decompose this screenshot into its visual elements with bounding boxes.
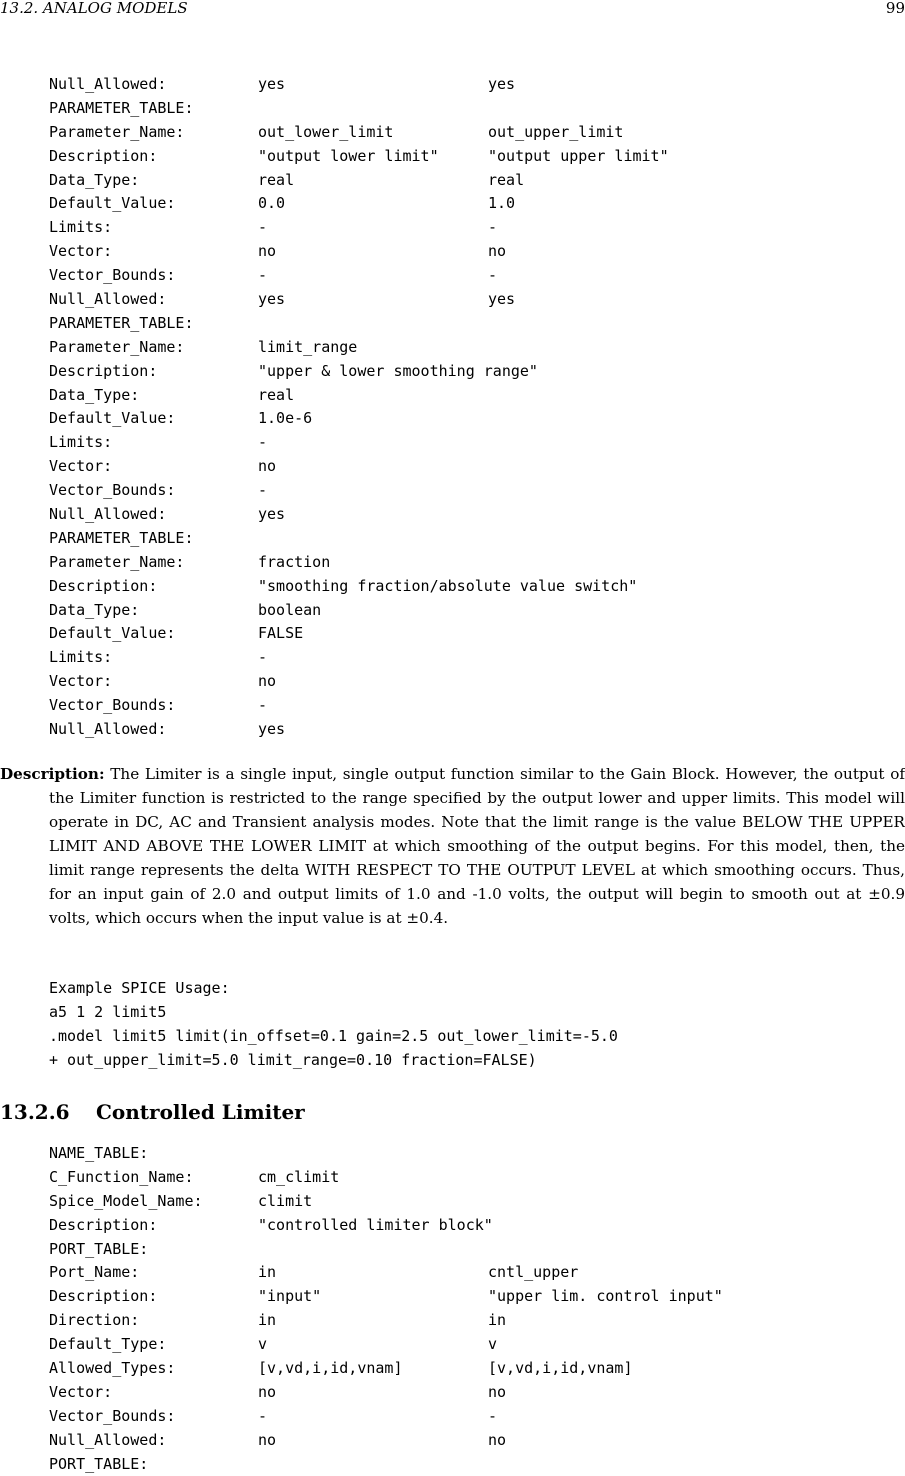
field-label: Vector_Bounds:	[49, 696, 176, 715]
field-label: Direction:	[49, 1311, 140, 1330]
field-value: 0.0	[258, 194, 286, 213]
field-label: Vector_Bounds:	[49, 266, 176, 285]
field-value: no	[488, 1430, 507, 1449]
field-label: Vector:	[49, 457, 113, 476]
field-label: Description:	[49, 576, 158, 595]
field-value: "controlled limiter block"	[258, 1215, 493, 1234]
field-label: Spice_Model_Name:	[49, 1191, 203, 1210]
field-label: Limits:	[49, 648, 113, 667]
field-label: Null_Allowed:	[49, 75, 167, 93]
field-value: 1.0	[488, 194, 516, 213]
field-value: yes	[258, 720, 286, 739]
field-label: Default_Value:	[49, 194, 176, 213]
field-value: boolean	[258, 600, 322, 619]
field-value: "input"	[258, 1287, 322, 1306]
example-line: .model limit5 limit(in_offset=0.1 gain=2.5 out_lower_limit=-5.0	[49, 1026, 618, 1045]
field-label: PORT_TABLE:	[49, 1454, 149, 1473]
field-value: "smoothing fraction/absolute value switch"	[258, 576, 638, 595]
field-value: "upper & lower smoothing range"	[258, 361, 538, 380]
field-value: yes	[488, 75, 516, 93]
field-label: Data_Type:	[49, 385, 140, 404]
field-value: no	[258, 672, 277, 691]
field-label: Data_Type:	[49, 170, 140, 189]
field-label: Parameter_Name:	[49, 337, 185, 356]
field-label: PORT_TABLE:	[49, 1239, 149, 1258]
description-section	[0, 762, 905, 930]
field-value: no	[488, 1382, 507, 1401]
field-value: climit	[258, 1191, 313, 1210]
field-value: v	[488, 1335, 498, 1354]
field-label: Limits:	[49, 218, 113, 237]
field-value: -	[258, 266, 268, 285]
field-label: Parameter_Name:	[49, 552, 185, 571]
field-value: -	[258, 696, 268, 715]
field-value: -	[258, 1406, 268, 1425]
example-line: + out_upper_limit=5.0 limit_range=0.10 fraction=FALSE)	[49, 1050, 537, 1069]
field-value: in	[488, 1311, 507, 1330]
field-value: FALSE	[258, 624, 304, 643]
field-label: Vector:	[49, 672, 113, 691]
field-label: Port_Name:	[49, 1263, 140, 1282]
field-label: Limits:	[49, 433, 113, 452]
field-value: -	[258, 218, 268, 237]
field-value: [v,vd,i,id,vnam]	[488, 1359, 633, 1378]
example-line: Example SPICE Usage:	[49, 979, 230, 997]
field-value: cntl_upper	[488, 1263, 579, 1282]
field-value: yes	[258, 75, 286, 93]
field-value: v	[258, 1335, 268, 1354]
running-head	[0, 0, 905, 20]
field-label: Vector_Bounds:	[49, 481, 176, 500]
field-label: Vector:	[49, 242, 113, 261]
field-value: -	[258, 648, 268, 667]
field-value: yes	[258, 290, 286, 309]
field-label: NAME_TABLE:	[49, 1144, 149, 1162]
field-label: Allowed_Types:	[49, 1359, 176, 1378]
field-value: "upper lim. control input"	[488, 1287, 723, 1306]
field-value: "output lower limit"	[258, 146, 439, 165]
field-value: "output upper limit"	[488, 146, 669, 165]
section-title: Controlled Limiter	[96, 1100, 305, 1124]
description-lead: Description:	[0, 765, 105, 783]
field-label: PARAMETER_TABLE:	[49, 98, 194, 117]
field-value: fraction	[258, 552, 331, 571]
field-value: in	[258, 1311, 277, 1330]
field-value: out_lower_limit	[258, 122, 394, 141]
running-head-section: 13.2. ANALOG MODELS	[0, 0, 188, 17]
field-value: real	[488, 170, 525, 189]
field-label: Null_Allowed:	[49, 290, 167, 309]
field-label: Description:	[49, 361, 158, 380]
field-label: PARAMETER_TABLE:	[49, 313, 194, 332]
field-label: Vector_Bounds:	[49, 1406, 176, 1425]
field-value: real	[258, 385, 295, 404]
field-value: no	[258, 1430, 277, 1449]
page-number: 99	[885, 0, 905, 17]
field-label: Description:	[49, 146, 158, 165]
field-label: PARAMETER_TABLE:	[49, 528, 194, 547]
field-value: yes	[258, 505, 286, 524]
field-value: cm_climit	[258, 1167, 340, 1186]
field-value: limit_range	[258, 337, 358, 356]
field-value: -	[258, 433, 268, 452]
field-value: in	[258, 1263, 277, 1282]
field-label: Null_Allowed:	[49, 505, 167, 524]
field-label: C_Function_Name:	[49, 1167, 194, 1186]
field-value: no	[488, 242, 507, 261]
field-label: Data_Type:	[49, 600, 140, 619]
field-value: no	[258, 242, 277, 261]
field-label: Default_Value:	[49, 409, 176, 428]
field-value: no	[258, 1382, 277, 1401]
field-value: yes	[488, 290, 516, 309]
field-value: -	[258, 481, 268, 500]
description-paragraph	[0, 762, 905, 930]
field-value: [v,vd,i,id,vnam]	[258, 1359, 403, 1378]
field-label: Description:	[49, 1287, 158, 1306]
field-value: 1.0e-6	[258, 409, 313, 428]
description-text: The Limiter is a single input, single output function similar to the Gain Block. However, the output of the Limiter function is restricted to the range specified by the output lower and upper limits. This model will operate in DC, AC and Transient analysis modes. Note that the limit range is the value BELOW THE UPPER LIMIT AND ABOVE THE LOWER LIMIT at which smoothing of the output begins. For this model, then, the limit range represents the delta WITH RESPECT TO THE OUTPUT LEVEL at which smoothing occurs. Thus, for an input gain of 2.0 and output limits of 1.0 and -1.0 volts, the output will begin to smooth out at ±0.9 volts, which occurs when the input value is at ±0.4.	[49, 765, 905, 927]
field-value: out_upper_limit	[488, 122, 624, 141]
example-spice-usage	[49, 977, 618, 1073]
field-value: -	[488, 218, 498, 237]
field-value: -	[488, 266, 498, 285]
field-value: -	[488, 1406, 498, 1425]
section-heading	[0, 1100, 305, 1124]
field-label: Default_Value:	[49, 624, 176, 643]
field-label: Description:	[49, 1215, 158, 1234]
field-label: Null_Allowed:	[49, 720, 167, 739]
field-label: Parameter_Name:	[49, 122, 185, 141]
field-label: Vector:	[49, 1382, 113, 1401]
field-value: no	[258, 457, 277, 476]
example-line: a5 1 2 limit5	[49, 1002, 167, 1021]
field-label: Default_Type:	[49, 1335, 167, 1354]
section-number: 13.2.6	[0, 1100, 70, 1124]
field-value: real	[258, 170, 295, 189]
field-label: Null_Allowed:	[49, 1430, 167, 1449]
